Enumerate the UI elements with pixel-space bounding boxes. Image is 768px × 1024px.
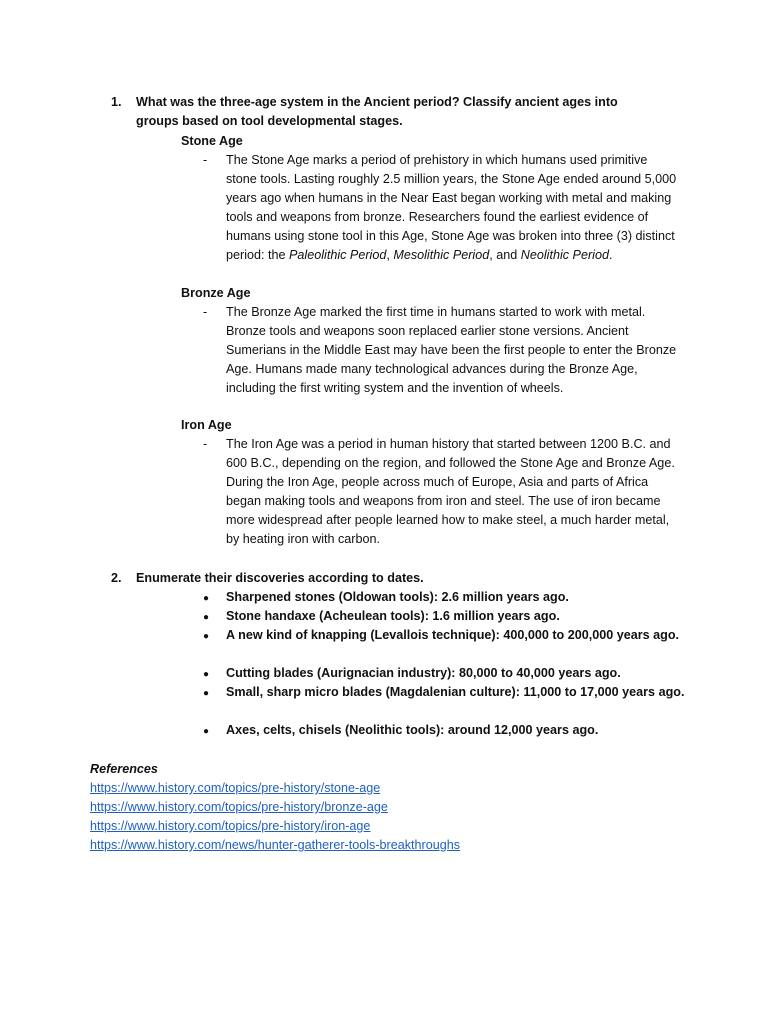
stone-age-heading: Stone Age — [181, 134, 243, 148]
discovery-item-3: A new kind of knapping (Levallois technique): 400,000 to 200,000 years ago. — [226, 628, 680, 642]
stone-age-end: . — [608, 248, 613, 262]
discovery-item-2: Stone handaxe (Acheulean tools): 1.6 million years ago. — [226, 609, 560, 623]
bullet-icon: ● — [203, 631, 210, 642]
references-title: References — [90, 762, 158, 776]
discovery-item-5: Small, sharp micro blades (Magdalenian culture): 11,000 to 17,000 years ago. — [226, 685, 685, 699]
bullet-icon: ● — [203, 688, 210, 699]
discovery-item-1: Sharpened stones (Oldowan tools): 2.6 million years ago. — [226, 590, 569, 604]
stone-age-text: The Stone Age marks a period of prehistory in which humans used primitive stone tools. Lasting roughly 2.5 million years, the Stone Age ended around 5,000 years ago when humans in the Near East began working with metal and making tools and weapons from bronze. Researchers found the earliest evidence of humans using stone tool in this Age, Stone Age was broken into three (3) distinct period: the — [226, 153, 677, 262]
iron-age-heading: Iron Age — [181, 418, 232, 432]
reference-link-stone-age[interactable]: https://www.history.com/topics/pre-history/stone-age — [90, 781, 381, 795]
question-1-line-1: What was the three-age system in the Ancient period? Classify ancient ages into — [136, 95, 618, 109]
mesolithic-period: Mesolithic Period — [393, 248, 490, 262]
bronze-age-dash: - — [203, 305, 208, 319]
bullet-icon: ● — [203, 726, 210, 737]
discovery-item-6: Axes, celts, chisels (Neolithic tools): around 12,000 years ago. — [226, 723, 599, 737]
question-2-line-1: Enumerate their discoveries according to dates. — [136, 571, 424, 585]
bullet-icon: ● — [203, 593, 210, 604]
discovery-item-4: Cutting blades (Aurignacian industry): 80,000 to 40,000 years ago. — [226, 666, 621, 680]
paleolithic-period: Paleolithic Period — [289, 248, 387, 262]
question-1-line-2: groups based on tool developmental stages. — [136, 114, 403, 128]
bronze-age-heading: Bronze Age — [181, 286, 251, 300]
stone-age-paragraph — [226, 151, 678, 265]
question-1-number: 1. — [111, 95, 122, 109]
stone-age-separator-1: , — [386, 248, 394, 262]
stone-age-dash: - — [203, 153, 208, 167]
question-2-number: 2. — [111, 571, 122, 585]
neolithic-period: Neolithic Period — [520, 248, 609, 262]
reference-link-bronze-age[interactable]: https://www.history.com/topics/pre-history/bronze-age — [90, 800, 388, 814]
stone-age-separator-2: , and — [489, 248, 521, 262]
iron-age-dash: - — [203, 437, 208, 451]
reference-link-hunter-gatherer-tools[interactable]: https://www.history.com/news/hunter-gatherer-tools-breakthroughs — [90, 838, 461, 852]
bullet-icon: ● — [203, 669, 210, 680]
bullet-icon: ● — [203, 612, 210, 623]
reference-link-iron-age[interactable]: https://www.history.com/topics/pre-history/iron-age — [90, 819, 371, 833]
bronze-age-paragraph: The Bronze Age marked the first time in humans started to work with metal. Bronze tools and weapons soon replaced earlier stone versions. Ancient Sumerians in the Middle East may have been the first people to enter the Bronze Age. Humans made many technological advances during the Bronze Age, including the first writing system and the invention of wheels. — [226, 305, 677, 395]
iron-age-paragraph: The Iron Age was a period in human history that started between 1200 B.C. and 600 B.C., depending on the region, and followed the Stone Age and Bronze Age. During the Iron Age, people across much of Europe, Asia and parts of Africa began making tools and weapons from iron and steel. The use of iron became more widespread after people learned how to make steel, a much harder metal, by heating iron with carbon. — [226, 437, 675, 546]
